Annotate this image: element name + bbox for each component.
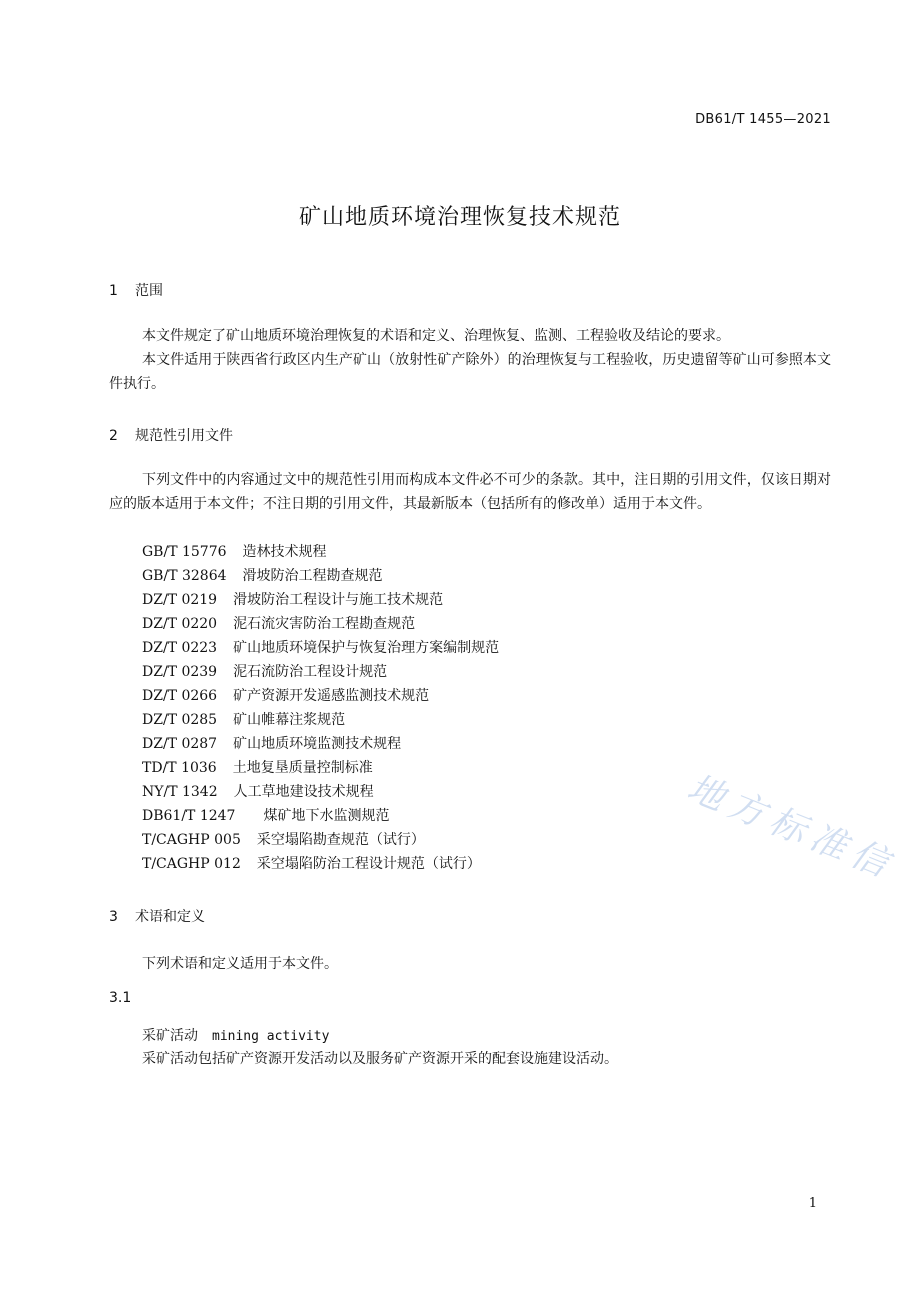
reference-name: 土地复垦质量控制标准	[232, 760, 373, 776]
scope-paragraph-1: 本文件规定了矿山地质环境治理恢复的术语和定义、治理恢复、监测、工程验收及结论的要求。	[142, 328, 730, 344]
reference-code: NY/T 1342	[142, 784, 218, 800]
list-item	[142, 564, 499, 588]
reference-name: 滑坡防治工程设计与施工技术规范	[233, 592, 444, 608]
reference-code: DZ/T 0223	[142, 640, 218, 656]
reference-name: 采空塌陷防治工程设计规范（试行）	[256, 856, 481, 872]
term-entry	[142, 1025, 329, 1045]
reference-name: 矿山帷幕注浆规范	[233, 712, 346, 728]
list-item	[142, 588, 499, 612]
section-number: 1	[109, 283, 118, 299]
reference-name: 人工草地建设技术规程	[233, 784, 374, 800]
reference-code: T/CAGHP 012	[142, 856, 241, 872]
section-title: 术语和定义	[135, 909, 205, 925]
reference-list	[142, 540, 499, 876]
list-item	[142, 540, 499, 564]
reference-code: DZ/T 0287	[142, 736, 218, 752]
reference-code: DZ/T 0266	[142, 688, 218, 704]
reference-code: DZ/T 0220	[142, 616, 218, 632]
list-item	[142, 612, 499, 636]
reference-name: 泥石流灾害防治工程勘查规范	[233, 616, 416, 632]
reference-name: 滑坡防治工程勘查规范	[242, 568, 383, 584]
section-heading-scope	[109, 280, 163, 300]
reference-code: DZ/T 0219	[142, 592, 218, 608]
list-item	[142, 828, 499, 852]
scope-paragraph-2: 本文件适用于陕西省行政区内生产矿山（放射性矿产除外）的治理恢复与工程验收，历史遗留等矿山可参照本文件执行。	[109, 352, 831, 392]
term-entry-number: 3.1	[109, 990, 132, 1006]
reference-name: 造林技术规程	[242, 544, 327, 560]
reference-name: 矿山地质环境监测技术规程	[233, 736, 402, 752]
reference-name: 矿山地质环境保护与恢复治理方案编制规范	[233, 640, 500, 656]
reference-code: TD/T 1036	[142, 760, 217, 776]
term-definition: 采矿活动包括矿产资源开发活动以及服务矿产资源开采的配套设施建设活动。	[142, 1051, 618, 1067]
section-number: 3	[109, 909, 118, 925]
list-item	[142, 852, 499, 876]
list-item	[142, 780, 499, 804]
term-english: mining activity	[212, 1029, 330, 1044]
list-item	[142, 684, 499, 708]
terms-intro: 下列术语和定义适用于本文件。	[142, 956, 338, 972]
reference-name: 煤矿地下水监测规范	[263, 808, 390, 824]
page-number: 1	[808, 1196, 817, 1211]
list-item	[142, 756, 499, 780]
list-item	[142, 708, 499, 732]
reference-code: GB/T 15776	[142, 544, 227, 560]
section-title: 范围	[135, 283, 163, 299]
reference-name: 矿产资源开发遥感监测技术规范	[233, 688, 430, 704]
reference-code: T/CAGHP 005	[142, 832, 241, 848]
list-item	[142, 660, 499, 684]
list-item	[142, 804, 499, 828]
section-heading-references	[109, 425, 233, 445]
section-heading-terms	[109, 906, 205, 926]
term-chinese: 采矿活动	[142, 1028, 198, 1044]
reference-code: DZ/T 0285	[142, 712, 218, 728]
reference-code: DZ/T 0239	[142, 664, 218, 680]
standard-code: DB61/T 1455—2021	[695, 112, 831, 127]
reference-code: GB/T 32864	[142, 568, 227, 584]
reference-name: 泥石流防治工程设计规范	[233, 664, 388, 680]
section-title: 规范性引用文件	[135, 428, 233, 444]
reference-code: DB61/T 1247	[142, 808, 236, 824]
document-title: 矿山地质环境治理恢复技术规范	[298, 205, 621, 230]
references-intro: 下列文件中的内容通过文中的规范性引用而构成本文件必不可少的条款。其中，注日期的引用文件，仅该日期对应的版本适用于本文件；不注日期的引用文件，其最新版本（包括所有的修改单）适用于本文件。	[109, 472, 831, 512]
section-number: 2	[109, 428, 118, 444]
list-item	[142, 732, 499, 756]
reference-name: 采空塌陷勘查规范（试行）	[256, 832, 425, 848]
watermark: 地方标准信	[681, 767, 901, 888]
list-item	[142, 636, 499, 660]
